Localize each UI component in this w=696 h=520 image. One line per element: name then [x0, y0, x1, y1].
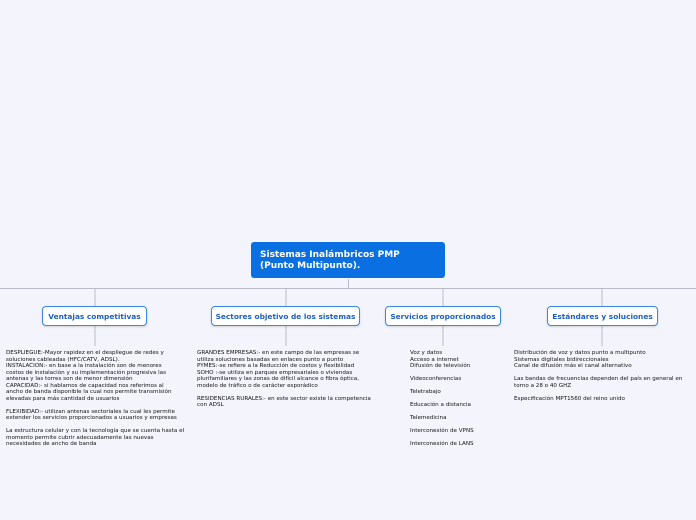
branch-servicios-proporcionados[interactable] — [385, 306, 501, 326]
note-line: Las bandas de frecuencias dependen del país en general en — [514, 376, 683, 382]
note-line: momento permite cubrir adecuadamente las nuevas — [6, 434, 154, 441]
branch-label: Servicios proporcionados — [390, 311, 496, 321]
note-line: con ADSL — [197, 402, 224, 408]
note-estandares[interactable] — [514, 350, 692, 402]
note-line: extender los servicios proporcionados a usuarios y empresas — [6, 415, 177, 421]
root-topic-line1: Sistemas Inalámbricos PMP — [260, 250, 400, 260]
note-line: Interconexión de LANS — [410, 441, 474, 447]
note-line: torno a 28 o 40 GHZ — [514, 382, 572, 389]
branch-label: Ventajas competitivas — [48, 311, 141, 321]
note-line: Canal de difusión más el canal alternativo — [514, 363, 632, 369]
note-line: Distribución de voz y datos punto a multipunto — [514, 350, 646, 356]
note-line: ancho de banda disponible la cual nos permite transmisión — [6, 389, 172, 395]
note-line: Videoconferencias — [410, 376, 462, 382]
note-line: INSTALACION:- en base a la instalación son de menores — [6, 363, 162, 369]
note-line: FLEXIBIDAD:- utilizan antenas sectoriales la cual les permite — [6, 408, 175, 415]
branch-label: Sectores objetivo de los sistemas — [215, 311, 356, 321]
note-line: Teletrabajo — [410, 389, 441, 395]
note-line: RESIDENCIAS RURALES:- en este sector existe la competencia — [197, 395, 371, 402]
note-line: antenas y las torres son de menor dimensión — [6, 376, 133, 382]
note-line: utiliza soluciones basadas en enlaces punto a punto — [197, 356, 344, 363]
branch-ventajas-competitivas[interactable] — [42, 306, 147, 326]
note-line: GRANDES EMPRESAS:- en este campo de las empresas se — [197, 350, 360, 356]
branch-sectores-objetivo[interactable] — [211, 306, 360, 326]
note-line: modelo de tráfico o de carácter esporádico — [197, 382, 318, 389]
note-line: plurifamiliares y las zonas de difícil alcance o fibra óptica, — [197, 376, 360, 382]
branch-estandares-soluciones[interactable] — [547, 306, 658, 326]
note-line: Sistemas digitales bidireccionales — [514, 356, 609, 363]
note-line: soluciones cableadas (HFC/CATV, ADSL). — [6, 356, 120, 363]
note-line: Educación a distancia — [410, 402, 471, 408]
note-line: Acceso a internet — [410, 356, 459, 363]
note-sectores[interactable] — [197, 350, 377, 409]
root-topic-line2: (Punto Multipunto). — [260, 261, 361, 271]
note-line: Telemedicina — [410, 415, 447, 421]
note-line: Especificación MPT1560 del reino unido — [514, 395, 625, 402]
note-line: Voz y datos — [410, 350, 443, 356]
note-line: Difusión de televisión — [410, 363, 471, 369]
note-line: necesidades de ancho de banda — [6, 441, 97, 447]
note-ventajas[interactable] — [6, 350, 186, 448]
note-line: Interconexión de VPNS — [410, 428, 474, 434]
note-line: PYMES:-se refiere a la Reducción de costos y flexibilidad — [197, 363, 355, 369]
root-topic[interactable] — [251, 242, 445, 278]
note-line: DESPLIEGUE:-Mayor rapidez en el despliegue de redes y — [6, 350, 164, 356]
branch-label: Estándares y soluciones — [552, 311, 653, 321]
note-line: CAPACIDAD:- si hablamos de capacidad nos referimos al — [6, 382, 164, 389]
note-servicios[interactable] — [410, 350, 510, 448]
note-line: La estructura celular y con la tecnología que se cuenta hasta el — [6, 428, 185, 434]
note-line: costos de instalación y su implementación progresiva las — [6, 369, 166, 376]
note-line: SOHO :-se utiliza en parques empresariales o viviendas — [197, 369, 353, 376]
note-line: elevadas para más cantidad de usuarios — [6, 395, 120, 402]
